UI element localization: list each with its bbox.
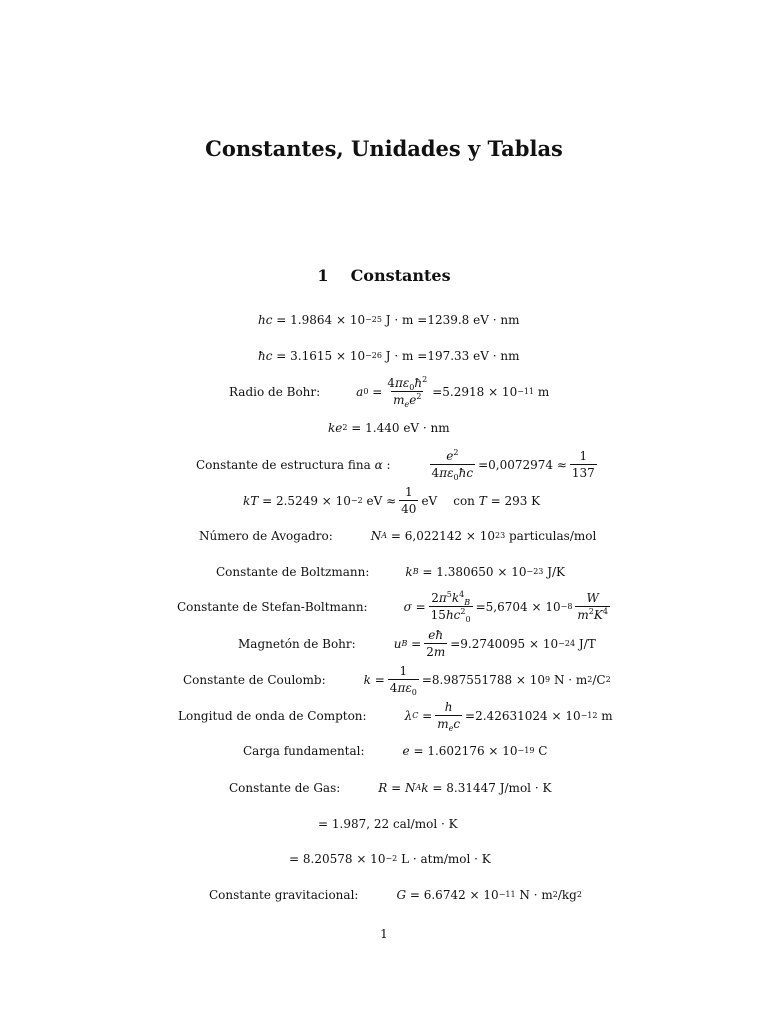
eq-gas: Constante de Gas: R = N A k = 8.31447 J/mol · K <box>229 781 552 795</box>
label-gas: Constante de Gas: <box>229 781 341 795</box>
label-gravity: Constante gravitacional: <box>209 888 359 902</box>
section-title: Constantes <box>350 266 451 285</box>
eq-compton: Longitud de onda de Compton: λ C = $\frac{h}{m_ec}$ = 2.42631024 × 10 −12 m <box>178 700 613 733</box>
eq-gas-atm: = 8.20578 × 10 −2 L · atm/mol · K <box>289 852 491 866</box>
label-boltzmann: Constante de Boltzmann: <box>216 565 370 579</box>
page-title: Constantes, Unidades y Tablas <box>205 136 563 161</box>
eq-boltzmann: Constante de Boltzmann: k B = 1.380650 × 10 −23 J/K <box>216 565 566 579</box>
label-charge: Carga fundamental: <box>243 744 365 758</box>
label-bohr-radius: Radio de Bohr: <box>229 384 321 399</box>
eq-gas-cal: = 1.987, 22 cal/mol · K <box>318 817 458 831</box>
eq-bohr-radius: Radio de Bohr: a 0 = $\frac{4\pi\varepsilon_0ħ^2}{m_ee^2}$ = 5.2918 × 10 −11 m <box>229 375 550 409</box>
eq-charge: Carga fundamental: e = 1.602176 × 10 −19 C <box>243 744 548 758</box>
eq-kt: kT = 2.5249 × 10 −2 eV ≈ $\frac{1}{40}$ eV con T = 293 K <box>243 485 541 516</box>
eq-hc: hc = 1.9864 × 10 −25 J · m = 1239.8 eV · nm <box>258 313 520 327</box>
eq-gravity: Constante gravitacional: G = 6.6742 × 10 −11 N · m 2 /kg 2 <box>209 888 582 902</box>
eq-stefan: Constante de Stefan-Boltmann: σ = $\frac{2\pi^5k^4_B}{15hc^2_0}$ = 5,6704 × 10 −8 $\frac{W}{m^2K^4}$ <box>177 590 608 624</box>
label-stefan: Constante de Stefan-Boltmann: <box>177 599 368 614</box>
section-heading <box>0 266 768 285</box>
eq-magneton: Magnetón de Bohr: u B = $\frac{eħ}{2m}$ = 9.2740095 × 10 −24 J/T <box>238 628 596 659</box>
label-coulomb: Constante de Coulomb: <box>183 672 326 687</box>
label-magneton: Magnetón de Bohr: <box>238 636 356 651</box>
section-number: 1 <box>317 266 329 285</box>
label-compton: Longitud de onda de Compton: <box>178 708 367 723</box>
eq-avogadro: Número de Avogadro: N A = 6,022142 × 10 23 particulas/mol <box>199 529 597 543</box>
label-avogadro: Número de Avogadro: <box>199 529 333 543</box>
page-number: 1 <box>380 927 388 941</box>
label-fine-structure: Constante de estructura fina <box>196 457 371 472</box>
eq-fine-structure: Constante de estructura fina α : $\frac{e^2}{4\pi\varepsilon_0ħc}$ = 0,0072974 ≈ $\frac{1}{137}$ <box>196 448 595 482</box>
eq-ke2: ke 2 = 1.440 eV · nm <box>328 421 450 435</box>
eq-hbarc: ħc = 3.1615 × 10 −26 J · m = 197.33 eV · nm <box>258 349 520 363</box>
eq-coulomb: Constante de Coulomb: k = $\frac{1}{4\pi\varepsilon_0}$ = 8.987551788 × 10 9 N · m 2 /C 2 <box>183 664 611 697</box>
